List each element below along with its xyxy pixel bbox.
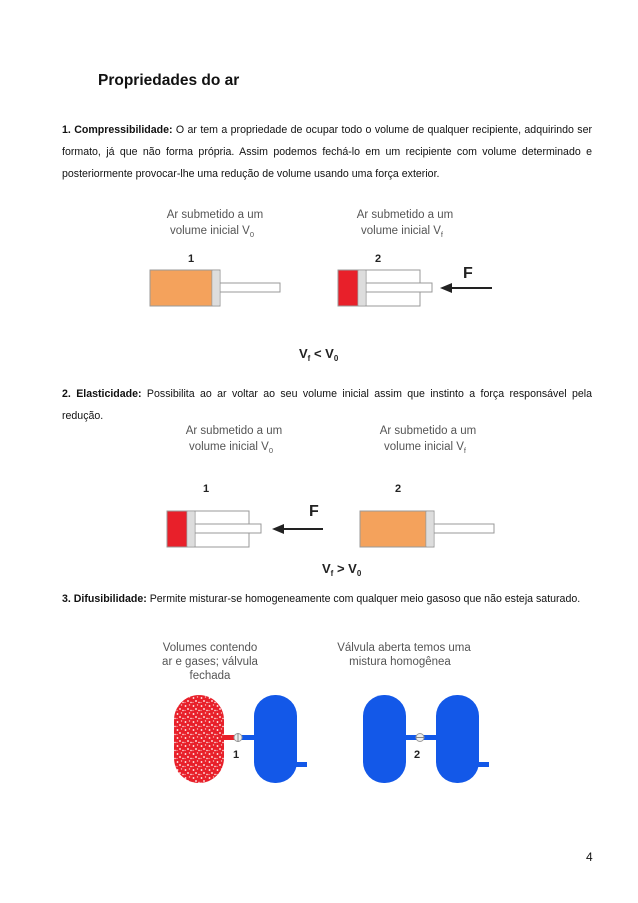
fig1-cylinder-2	[338, 270, 432, 306]
fig2-force-label: F	[309, 503, 319, 520]
fig2-caption-right-line1: Ar submetido a um	[379, 425, 477, 437]
section-heading: 1. Compressibilidade:	[62, 124, 173, 136]
fig3-valve-open	[416, 734, 424, 742]
fig3-tank-right-1	[363, 695, 406, 783]
fig2-caption-left-line2: volume inicial $V_0$	[188, 441, 274, 455]
fig2-cylinder-1	[167, 511, 261, 547]
fig2-label-1: 1	[203, 483, 210, 495]
section-heading: 2. Elasticidade:	[62, 388, 142, 400]
section-text: O ar tem a propriedade de ocupar todo o volume de qualquer recipiente, adquirindo ser formato, já que não forma própria. Assim podemos fechá-lo em um recipiente com volume determinado e posteriormente provocar-lhe uma redução de volume usando uma força exterior.	[62, 124, 592, 180]
fig3-label-1: 1	[233, 749, 240, 761]
fig1-force-arrow	[440, 283, 492, 293]
section-heading: 3. Difusibilidade:	[62, 593, 147, 605]
fig3-pipe-right-2	[423, 735, 437, 740]
fig3-caption-left-line2: ar e gases; válvula	[162, 656, 258, 668]
fig3-caption-right-line1: Válvula aberta temos uma	[337, 642, 471, 654]
fig2-label-2: 2	[395, 483, 402, 495]
fig1-cylinder-1	[150, 270, 280, 306]
fig3-caption-left-line1: Volumes contendo	[162, 642, 258, 654]
fig1-relation: $V_f < V_0$	[299, 346, 339, 363]
fig1-caption-left-line2: volume inicial $V_0$	[169, 225, 255, 239]
fig1-label-1: 1	[188, 253, 195, 265]
fig2-force-arrow	[272, 524, 323, 534]
fig1-caption-left-line1: Ar submetido a um	[166, 209, 264, 221]
fig2-caption-left-line1: Ar submetido a um	[185, 425, 283, 437]
fig3-tank-left-blue	[254, 695, 307, 783]
fig3-pipe-right-1	[406, 735, 417, 740]
fig3-caption-right-line2: mistura homogênea	[349, 656, 451, 668]
section-text: Permite misturar-se homogeneamente com qualquer meio gasoso que não esteja saturado.	[146, 593, 581, 605]
section-compressibility	[62, 119, 592, 185]
fig3-label-2: 2	[414, 749, 421, 761]
fig2-relation: $V_f > V_0$	[322, 561, 362, 578]
fig1-caption-right-line2: volume inicial $V_f$	[361, 225, 443, 239]
fig3-valve-closed	[234, 733, 242, 742]
fig1-label-2: 2	[375, 253, 382, 265]
fig3-pipe-left-red	[224, 735, 235, 740]
section-diffusibility	[62, 588, 592, 610]
page-number: 4	[586, 850, 593, 864]
fig3-pipe-left-blue	[241, 735, 255, 740]
fig3-caption-left-line3: fechada	[189, 670, 231, 682]
fig1-force-label: F	[463, 265, 473, 282]
fig3-tank-right-2	[436, 695, 489, 783]
section-text: Possibilita ao ar voltar ao seu volume inicial assim que instinto a força responsável pela redução.	[62, 388, 592, 422]
fig2-caption-right-line2: volume inicial $V_f$	[384, 441, 466, 455]
section-elasticity	[62, 383, 592, 427]
fig3-tank-mixed-gas	[174, 695, 224, 783]
page-title: Propriedades do ar	[98, 72, 240, 89]
fig1-caption-right-line1: Ar submetido a um	[356, 209, 454, 221]
fig2-cylinder-2	[360, 511, 494, 547]
